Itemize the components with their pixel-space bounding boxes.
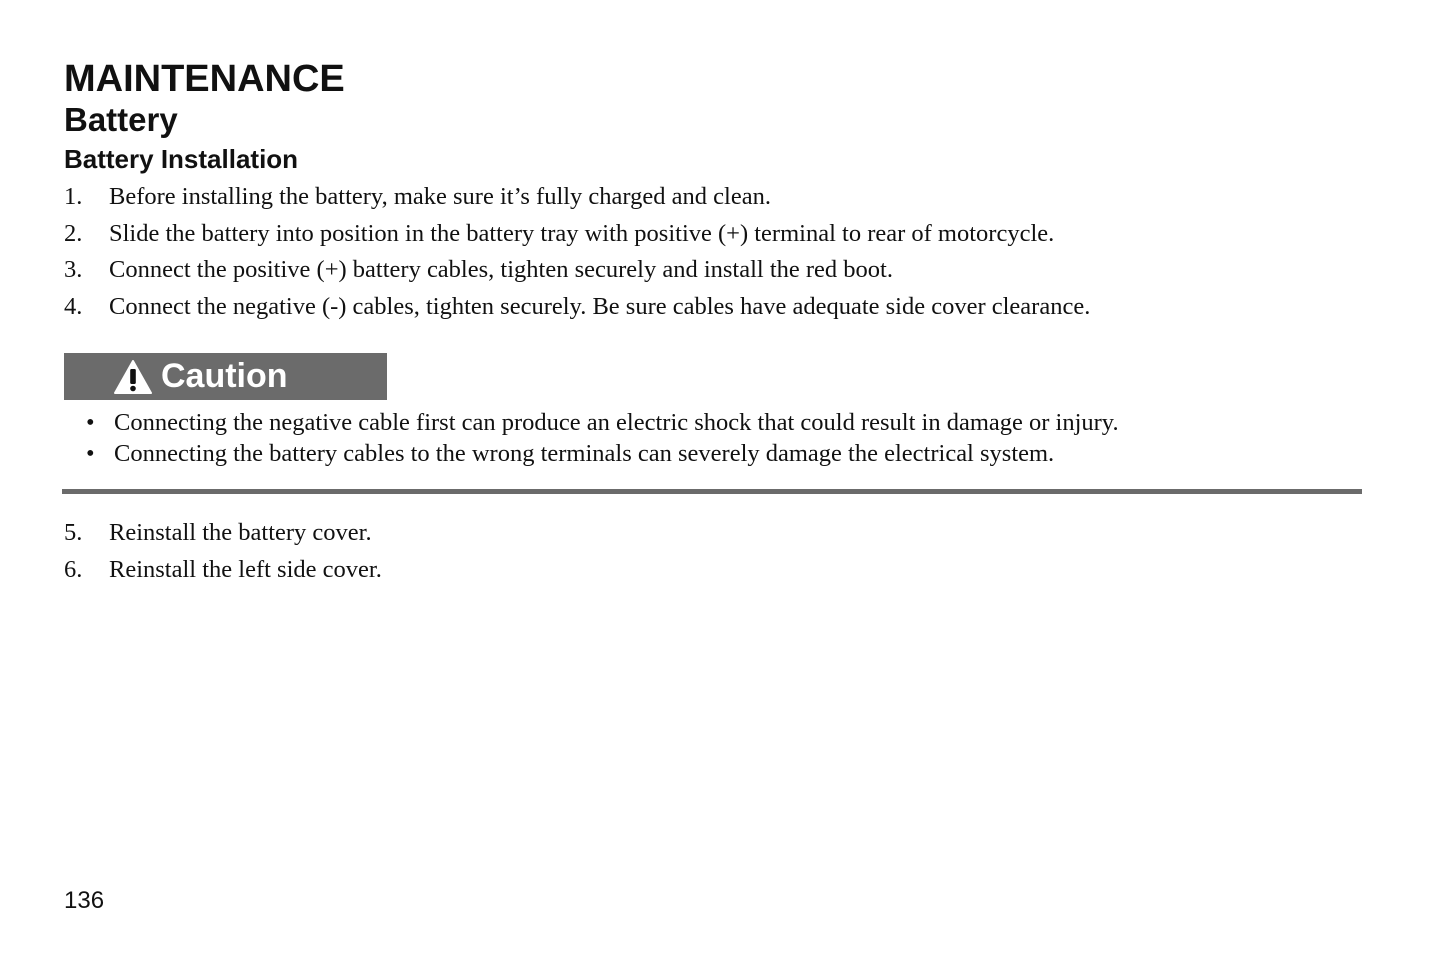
topic-title: Battery Installation xyxy=(64,144,299,174)
page-number: 136 xyxy=(64,887,105,914)
section-title: MAINTENANCE xyxy=(64,58,345,100)
step-item xyxy=(64,179,1090,216)
step-text: Slide the battery into position in the battery tray with positive (+) terminal to rear of motorcycle. xyxy=(109,219,1055,247)
step-item xyxy=(64,289,1090,326)
caution-bullet-list xyxy=(86,408,1119,469)
step-item xyxy=(64,216,1090,253)
step-item xyxy=(64,515,382,552)
step-text: Connect the negative (-) cables, tighten securely. Be sure cables have adequate side cover clearance. xyxy=(109,293,1091,321)
step-number: 6. xyxy=(64,555,83,583)
step-number: 3. xyxy=(64,256,83,284)
step-text: Connect the positive (+) battery cables, tighten securely and install the red boot. xyxy=(109,256,893,284)
step-item xyxy=(64,252,1090,289)
caution-divider xyxy=(62,489,1362,494)
step-number: 2. xyxy=(64,219,83,247)
caution-bullet-item xyxy=(86,408,1119,439)
step-number: 1. xyxy=(64,183,83,210)
step-text: Before installing the battery, make sure it’s fully charged and clean. xyxy=(109,183,771,210)
installation-steps-list-continued xyxy=(64,515,382,588)
installation-steps-list xyxy=(64,179,1090,326)
bullet-dot: • xyxy=(86,439,95,467)
step-number: 5. xyxy=(64,519,83,546)
caution-label: Caution xyxy=(161,357,288,395)
step-text: Reinstall the battery cover. xyxy=(109,519,372,546)
caution-banner xyxy=(64,353,387,400)
caution-bullet-text: Connecting the negative cable first can produce an electric shock that could result in damage or injury. xyxy=(114,409,1119,436)
step-number: 4. xyxy=(64,293,83,321)
caution-bullet-item xyxy=(86,439,1119,470)
caution-bullet-text: Connecting the battery cables to the wrong terminals can severely damage the electrical system. xyxy=(114,439,1055,467)
bullet-dot: • xyxy=(86,409,95,436)
subsection-title: Battery xyxy=(64,101,178,138)
step-item xyxy=(64,552,382,589)
warning-triangle-icon xyxy=(113,359,153,395)
step-text: Reinstall the left side cover. xyxy=(109,555,382,583)
